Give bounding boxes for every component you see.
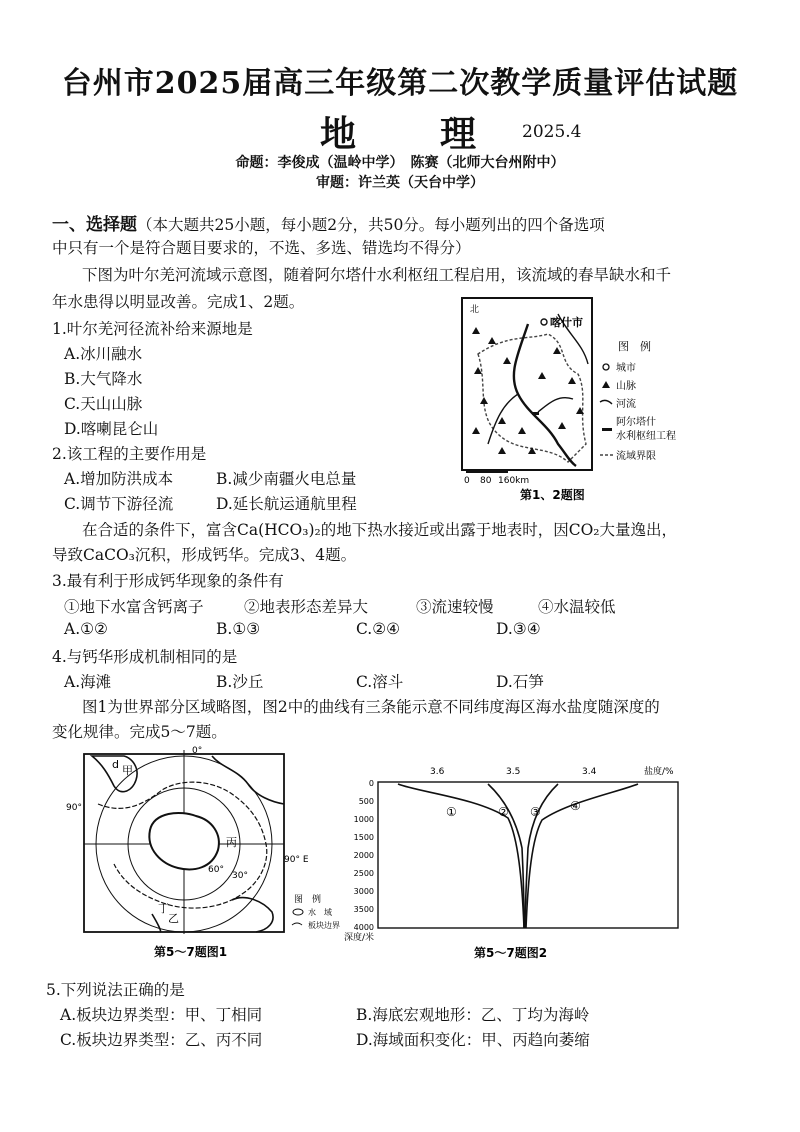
fig1-caption: 第5～7题图1 [154,945,228,959]
lat-60-label: 60° [208,865,224,875]
curve-label-1: ① [446,805,457,819]
continent-australia [232,898,273,932]
q5-option-d: D.海域面积变化：甲、丙趋向萎缩 [356,1031,590,1049]
q2-stem: 2.该工程的主要作用是 [52,445,207,463]
mark-yi: 乙 [168,912,179,925]
dam-marker [532,412,539,415]
q5-option-c: C.板块边界类型：乙、丙不同 [60,1031,263,1049]
fig1-legend-water: 水 域 [308,908,332,917]
exam-date: 2025.4 [522,122,582,142]
q3-item-2: ②地表形态差异大 [244,598,369,616]
q2-option-a: A.增加防洪成本 [64,470,174,488]
x-tick-3-5: 3.5 [506,767,521,777]
curve-label-4: ④ [570,799,581,813]
legend-river-icon [600,400,612,404]
legend-city: 城市 [616,363,636,374]
intro-1-2-line2: 年水患得以明显改善。完成1、2题。 [52,293,305,311]
mark-d: d [112,758,119,771]
exam-title: 台州市2025届高三年级第二次教学质量评估试题 [61,66,739,101]
river-main [514,324,576,466]
q3-stem: 3.最有利于形成钙华现象的条件有 [52,572,284,590]
mountain-symbols [472,327,584,454]
q1-option-b: B.大气降水 [64,370,143,388]
x-tick-3-4: 3.4 [582,767,597,777]
scale-80: 80 [480,476,492,486]
continent-africa [212,756,284,804]
y-tick-1000: 1000 [353,815,374,824]
q3-option-b: B.①③ [216,620,261,638]
lat-0-label: 0° [192,746,203,756]
q4-option-a: A.海滩 [64,673,112,691]
section-instruction-line1 [52,210,605,235]
intro-3-4-line2: 导致CaCO₃沉积，形成钙华。完成3、4题。 [52,546,357,564]
lon-90w-label: 90° [66,803,82,813]
q3-item-3: ③流速较慢 [416,598,494,616]
q3-option-d: D.③④ [496,620,541,638]
q1-option-a: A.冰川融水 [64,345,143,363]
subject-title: 地 理 [319,113,480,155]
legend-mountain: 山脉 [616,381,636,392]
river-branch-2 [538,398,573,412]
q4-option-b: B.沙丘 [216,673,264,691]
section-instruction-2: 中只有一个是符合题目要求的，不选、多选、错选均不得分） [52,239,471,257]
scale-0: 0 [464,476,470,486]
q2-option-b: B.减少南疆火电总量 [216,470,357,488]
q3-option-c: C.②④ [356,620,401,638]
intro-5-7-line1: 图1为世界部分区域略图，图2中的曲线有三条能示意不同纬度海区海水盐度随深度的 [82,698,660,716]
legend-river: 河流 [616,399,636,410]
q2-option-d: D.延长航运通航里程 [216,495,357,513]
north-label: 北 [470,305,480,315]
mark-bing: 丙 [226,836,237,849]
y-tick-4000: 4000 [353,923,374,932]
antarctica-landmass [149,813,219,869]
legend-water-icon [293,909,303,915]
fig1-polar-map [62,744,352,964]
q1-option-c: C.天山山脉 [64,395,143,413]
fig1-legend-title: 图 例 [294,895,322,905]
fig2-caption: 第5～7题图2 [474,946,548,960]
reviewer-line: 审题：许兰英（天台中学） [316,175,484,191]
q4-option-c: C.溶斗 [356,673,404,691]
section-instruction-1: （本大题共25小题，每小题2分，共50分。每小题列出的四个备选项 [137,216,605,234]
kashgar-city-marker [541,319,547,325]
q1-stem: 1.叶尔羌河径流补给来源地是 [52,320,253,338]
x-tick-3-6: 3.6 [430,767,445,777]
curve-label-2: ② [498,805,509,819]
intro-1-2-line1: 下图为叶尔羌河流域示意图，随着阿尔塔什水利枢纽工程启用，该流域的春旱缺水和千 [82,266,672,284]
y-tick-2000: 2000 [353,851,374,860]
q2-option-c: C.调节下游径流 [64,495,174,513]
scale-160: 160km [498,476,530,486]
intro-5-7-line2: 变化规律。完成5～7题。 [52,723,227,741]
x-axis-label: 盐度/% [644,767,674,777]
city-label: 喀什市 [550,316,583,329]
y-tick-0: 0 [368,779,374,788]
lon-90e-label: 90° E [284,855,309,865]
q4-stem: 4.与钙华形成机制相同的是 [52,648,238,666]
y-tick-3000: 3000 [353,887,374,896]
fig2-salinity-chart [338,758,708,964]
q3-option-a: A.①② [64,620,108,638]
q1-option-d: D.喀喇昆仑山 [64,420,159,438]
legend-mountain-icon [602,381,610,388]
y-tick-500: 500 [358,797,374,806]
y-tick-2500: 2500 [353,869,374,878]
curve-4 [526,784,638,928]
legend-dam-icon [602,428,612,431]
q3-item-4: ④水温较低 [538,598,616,616]
legend-boundary: 流域界限 [616,451,656,462]
curve-label-3: ③ [530,805,541,819]
intro-3-4-line1: 在合适的条件下，富含Ca(HCO₃)₂的地下热水接近或出露于地表时，因CO₂大量逸出， [82,521,677,539]
y-tick-3500: 3500 [353,905,374,914]
q5-option-b: B.海底宏观地形：乙、丁均为海岭 [356,1006,590,1024]
legend-title: 图 例 [618,340,651,353]
authors-line: 命题：李俊成（温岭中学） 陈赛（北师大台州附中） [235,155,565,171]
q4-option-d: D.石笋 [496,673,544,691]
new-zealand [152,914,161,932]
mark-jia: 甲 [122,764,133,777]
mark-ding: 丁 [158,902,169,915]
legend-dam-2: 水利枢纽工程 [616,431,676,442]
y-tick-1500: 1500 [353,833,374,842]
lat-30-label: 30° [232,871,248,881]
map1-caption: 第1、2题图 [520,488,585,502]
section-heading: 一、选择题 [52,215,137,235]
yarkand-basin-map [458,294,718,506]
legend-city-icon [603,364,609,370]
legend-plate-icon [292,923,302,925]
y-axis-label: 深度/米 [344,933,375,943]
q3-item-1: ①地下水富含钙离子 [64,598,204,616]
fig1-legend-plate: 板块边界 [308,921,340,930]
legend-dam-1: 阿尔塔什 [616,417,656,428]
q5-stem: 5.下列说法正确的是 [46,981,185,999]
q5-option-a: A.板块边界类型：甲、丁相同 [60,1006,263,1024]
